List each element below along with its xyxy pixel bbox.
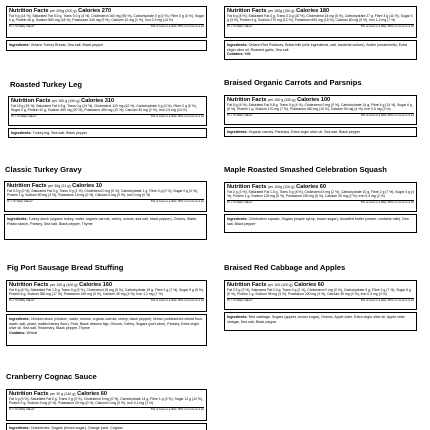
label-text: Calories 60 xyxy=(296,184,327,190)
label-text: Ingredients: xyxy=(227,130,248,134)
label-text: Cranberries, Sugars (brown sugar), Orange juice, Cognac xyxy=(30,426,123,430)
label-text: % = % Daily Value* xyxy=(9,23,35,28)
label-text: Ingredients: xyxy=(9,43,30,47)
ingredients-box xyxy=(6,314,207,346)
label-text: Calories 310 xyxy=(81,98,115,104)
label-text: per 100g (100 g) xyxy=(268,185,295,189)
label-text: Ingredients: xyxy=(7,217,28,221)
label-text: % = % Daily Value* xyxy=(227,23,253,28)
label-text: 5% or less is a little 15% or more is a lot xyxy=(360,112,414,117)
label-text: Ontario Red Potatoes, Buttermilk (milk ingredients, salt, bacterial culture), Butter (cream/milk), Extra virgin olive oil, Roasted garlic, Sea salt xyxy=(227,43,408,52)
label-text: Fat 5 g (6 %), Saturated Fat 0.8 g, Trans 0 g (4 %), Cholesterol 0 mg (0 %), Carbohydrate 14 g, Fibre 4 g (14 %), Sugar 6 g (6 %), Protein 1 g, Sodium 170 mg (7 %), Potassium 450 mg (10 %), Calcium 50 mg (4 %), Iron 0.6 mg (3 %) xyxy=(227,103,412,112)
label-text: 5% or less is a little 15% or more is a lot xyxy=(150,23,204,28)
label-text: Ingredients: xyxy=(227,217,248,221)
label-text: Turkey leg, Sea salt, Black pepper xyxy=(32,131,88,135)
label-text: 5% or less is a little 15% or more is a lot xyxy=(150,113,204,118)
ingredients-text: Ontario Turkey Breast, Sea salt, Black pepper xyxy=(30,43,104,47)
item-title: Maple Roasted Smashed Celebration Squash xyxy=(224,165,387,174)
label-text: Calories 180 xyxy=(296,8,330,14)
label-text: Nutrition Facts xyxy=(227,97,267,103)
label-text: Fat 2.5 g (3 %), Saturated Fat 0.3 g, Trans 0 g (2 %), Cholesterol 0 mg (0 %), Carbohydrate 9 g, Fibre 2 g (7 %), Sugar 6 g (6 %), Protein 1 g, Sodium 95 mg (4 %), Potassium 200 mg (4 %), Calcium 30 mg (2 %), Iron 0.4 mg (2 %) xyxy=(227,288,411,297)
label-text: 5% or less is a little 15% or more is a lot xyxy=(150,297,204,302)
label-text: per 200g (200 g) xyxy=(50,9,77,13)
label-text: Nutrition Facts xyxy=(227,282,267,288)
label-text: 5% or less is a little 15% or more is a lot xyxy=(360,199,414,204)
label-text: Calories 60 xyxy=(77,391,108,397)
label-text: % = % Daily Value* xyxy=(227,297,253,302)
label-text: % = % Daily Value* xyxy=(227,199,253,204)
nutrition-label xyxy=(6,280,207,312)
item-title: Roasted Turkey Leg xyxy=(10,80,83,89)
nutrition-label xyxy=(8,96,207,126)
label-text: 5% or less is a little 15% or more is a lot xyxy=(150,406,204,411)
item-title: Cranberry Cognac Sauce xyxy=(6,372,97,381)
label-text: per 150g (150 g) xyxy=(268,9,295,13)
item-title: Fig Port Sausage Bread Stuffing xyxy=(7,263,124,272)
label-text: Ingredients: xyxy=(227,43,248,47)
ingredients-box xyxy=(224,312,417,331)
label-text: Chicken stock (chicken, water, onions, organic carrots, celery, black pepper), bread (unbleached wheat flour, water, salt, yeast, malted barley flour), Pork, Black mission figs, Onions, Celery, Sugars (port wine), Parsley, Extra virgin olive oil, Sea salt, Rosemary, Black pepper, Thyme xyxy=(9,317,203,331)
label-text: Fat 15 g (19 %), Saturated Fat 4.5 g, Trans 0 g (24 %), Cholesterol 120 mg (42 %), Carbohydrate 0 g (0 %), Fibre 0 g (0 %), Sugar 0 g, Protein 42 g, Sodium 450 mg (20 %), Potassium 480 mg (10 %), Calcium 30 mg (2 %), Iron 2.5 mg (14 %) xyxy=(11,104,197,113)
nutrition-label xyxy=(6,389,207,421)
label-text: Ingredients: xyxy=(9,426,30,430)
label-text: Ingredients: xyxy=(9,317,30,321)
label-text: per 150 g (150 g) xyxy=(268,98,296,102)
ingredients-box xyxy=(6,40,207,51)
item-title: Classic Turkey Gravy xyxy=(5,165,82,174)
label-text: per 30 g (140 g) xyxy=(50,392,76,396)
label-text: % = % Daily Value* xyxy=(7,198,33,203)
label-text: Nutrition Facts xyxy=(9,391,49,397)
label-text: Contains: xyxy=(9,330,26,335)
label-text: Nutrition Facts xyxy=(9,8,49,14)
nutrition-label xyxy=(224,95,417,125)
label-text: per 30g (31 g) xyxy=(48,184,71,188)
ingredients-box xyxy=(4,214,207,240)
ingredients-box xyxy=(224,40,417,60)
label-text: Nutrition Facts xyxy=(227,184,267,190)
label-text: Fat 6 g (8 %), Saturated Fat 1.5 g, Trans 0 g (9 %), Cholesterol 15 mg (5 %), Carbohydrate 19 g, Fibre 2 g (7 %), Sugar 5 g (5 %), Protein 6 g, Sodium 380 mg (17 %), Potassium 160 mg (3 %), Calcium 40 mg (3 %), Iron 1.2 mg (7 %) xyxy=(9,288,204,297)
label-text: % = % Daily Value* xyxy=(227,112,253,117)
nutrition-label xyxy=(4,181,207,212)
label-text: Calories 10 xyxy=(72,183,103,189)
label-text: 5% or less is a little 15% or more is a lot xyxy=(150,198,204,203)
nutrition-label xyxy=(224,6,417,38)
nutrition-label xyxy=(6,6,207,38)
label-text: Nutrition Facts xyxy=(9,282,49,288)
label-text: Milk xyxy=(244,52,251,57)
label-text: Nutrition Facts xyxy=(227,8,267,14)
ingredients-box xyxy=(224,214,417,233)
item-title: Braised Organic Carrots and Parsnips xyxy=(224,78,362,87)
label-text: per 150 g (150 g) xyxy=(52,99,80,103)
ingredients-box xyxy=(8,128,207,138)
ingredients-box xyxy=(224,127,417,137)
label-text: Ingredients: xyxy=(11,131,32,135)
label-text: 5% or less is a little 15% or more is a lot xyxy=(360,297,414,302)
nutrition-facts: Fat 9 g (14 %), Saturated Fat 0.5 g, Trans 0.0 g (3 %), Cholesterol 160 mg (55 %), Carbohydrate 0 g (0 %), Fibre 0 g (0 %), Sugar 0 g, Protein 46 g, Sodium 560 mg (18 %), Potassium 440 mg (9 %), Calcium 10 mg (1 %), Iron 2.5 mg (14 %) xyxy=(9,14,204,23)
label-text: Ingredients: xyxy=(227,315,248,319)
label-text: Calories 100 xyxy=(297,97,331,103)
nutrition-label xyxy=(224,182,417,212)
label-text: Contains: xyxy=(227,52,244,57)
label-text: per 100 g (100 g) xyxy=(50,283,78,287)
label-text: % = % Daily Value* xyxy=(9,297,35,302)
label-text: 5% or less is a little 15% or more is a lot xyxy=(360,23,414,28)
label-text: Calories 270 xyxy=(78,8,112,14)
label-text: Calories 60 xyxy=(294,282,325,288)
label-text: Red cabbage, Sugars (apples, brown sugar), Onions, Apple cider, Extra virgin olive oil, Apple cider vinegar, Sea salt, Black pepper xyxy=(227,315,405,324)
label-text: Nutrition Facts xyxy=(7,183,47,189)
nutrition-label xyxy=(224,280,417,310)
label-text: Fat 6 g (8 %), Saturated Fat 4 g, Trans 0.3 g (20 %), Cholesterol 15 mg (5 %), Carbohydrate 27 g, Fibre 3 g (11 %), Sugar 3 g (3 %), Protein 4 g, Sodium 270 mg (12 %), Potassium 690 mg (15 %), Calcium 60 mg (5 %), Iron 1.2 mg (7 %) xyxy=(227,14,413,23)
label-text: Fat 0.3 g (0 %), Saturated Fat 0 g, Trans 0 g (1 %), Cholesterol 0 mg (0 %), Carbohydrate 1 g, Fibre 0 g (0 %), Sugar 0 g (0 %), Protein 1 g, Sodium 60 mg (3 %), Potassium 15 mg (0 %), Calcium 0 mg (0 %), Iron 0 mg (0 %) xyxy=(7,189,199,198)
label-text: Organic carrots, Parsnips, Extra virgin olive oil, Sea salt, Black pepper xyxy=(248,130,361,134)
item-title: Braised Red Cabbage and Apples xyxy=(224,263,346,272)
label-text: per 100 (100 g) xyxy=(268,283,293,287)
label-text: Calories 160 xyxy=(79,282,113,288)
label-text: % = % Daily Value* xyxy=(9,406,35,411)
daily-value-note xyxy=(9,24,204,29)
label-text: Fat 0 g (0 %), Saturated Fat 0 g, Trans 0 g (0 %), Cholesterol 0 mg (0 %), Carbohydrate 14 g, Fibre 1 g (4 %), Sugar 12 g (12 %), Protein 0 g, Sodium 0 mg (0 %), Potassium 20 mg (0 %), Calcium 0 mg (0 %), Iron 0.1 mg (1 %) xyxy=(9,397,203,406)
label-text: Nutrition Facts xyxy=(11,98,51,104)
ingredients-box xyxy=(6,423,207,430)
label-text: Celebration squash, Sugars (maple syrup, brown sugar), Unsalted butter (cream, contains milk), Sea salt, Black pepper xyxy=(227,217,409,226)
label-text: Fat 2 g (3 %), Saturated Fat 1.5 g, Trans 0 g (8 %), Cholesterol 5 mg (2 %), Carbohydrate 10 g, Fibre 2 g (7 %), Sugar 4 g (4 %), Protein 1 g, Sodium 125 mg (5 %), Potassium 230 mg (5 %), Calcium 30 mg (2 %), Iron 0.4 mg (2 %) xyxy=(227,190,414,199)
label-text: Turkey stock (organic turkey, water, organic carrots, celery, onions, sea salt, black pepper), Onions, Water, Potato starch, Parsley, Sea salt, Black pepper, Thyme xyxy=(7,217,198,226)
label-text: Wheat xyxy=(26,330,37,335)
label-text: % = % Daily Value* xyxy=(11,113,37,118)
